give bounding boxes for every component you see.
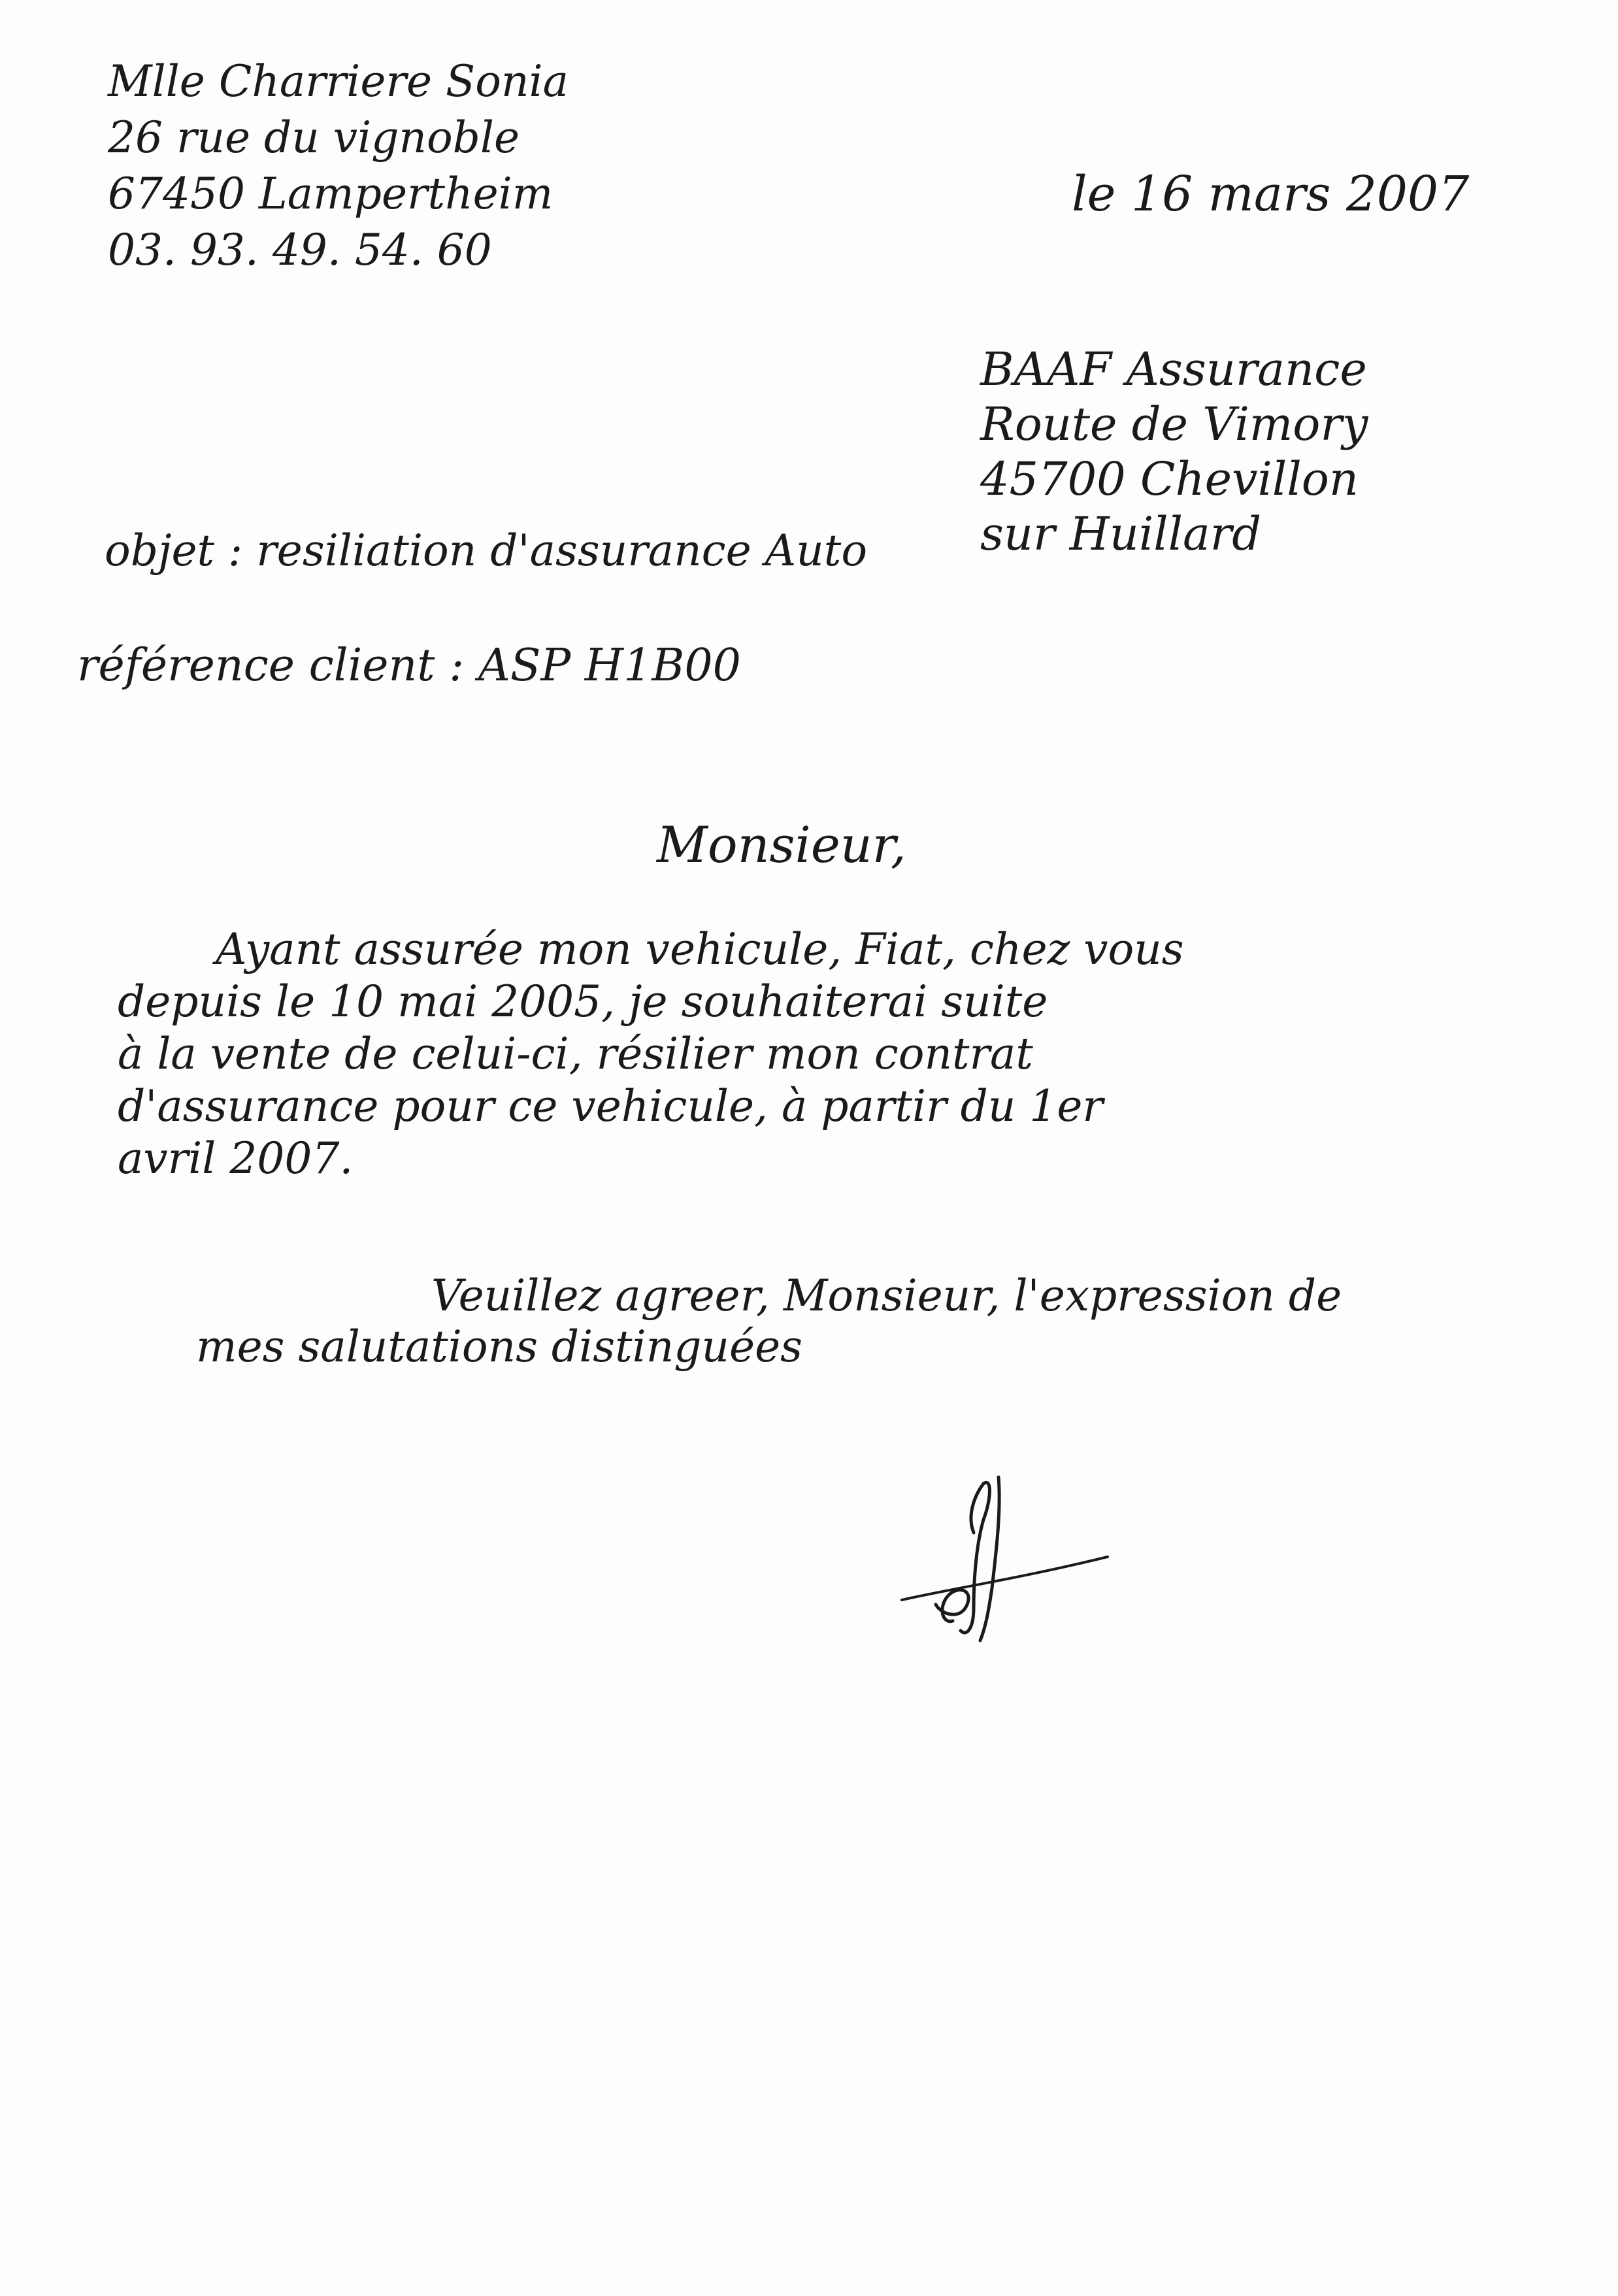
recipient-company: BAAF Assurance <box>980 342 1367 396</box>
sender-city: 67450 Lampertheim <box>108 169 553 219</box>
signature-mark <box>876 1457 1124 1654</box>
salutation: Monsieur, <box>657 816 906 874</box>
body-line: Ayant assurée mon vehicule, Fiat, chez vous <box>216 924 1184 974</box>
closing-line: Veuillez agreer, Monsieur, l'expression de <box>431 1271 1342 1321</box>
recipient-city-line2: sur Huillard <box>980 507 1262 561</box>
closing-line: mes salutations distinguées <box>196 1322 803 1372</box>
sender-street: 26 rue du vignoble <box>108 112 520 163</box>
sender-phone: 03. 93. 49. 54. 60 <box>108 225 492 275</box>
recipient-address-block <box>980 342 1368 566</box>
sender-address-block <box>108 56 569 285</box>
recipient-city-line1: 45700 Chevillon <box>980 452 1359 506</box>
letter-body <box>118 924 1184 1190</box>
body-line: à la vente de celui-ci, résilier mon contrat <box>118 1029 1033 1079</box>
closing-formula <box>196 1271 1342 1376</box>
body-line: avril 2007. <box>118 1133 354 1184</box>
body-line: d'assurance pour ce vehicule, à partir du 1er <box>118 1081 1103 1131</box>
client-reference: référence client : ASP H1B00 <box>77 640 741 691</box>
body-line: depuis le 10 mai 2005, je souhaiterai suite <box>118 976 1048 1027</box>
sender-name: Mlle Charriere Sonia <box>108 56 569 107</box>
letter-date: le 16 mars 2007 <box>1072 166 1470 222</box>
recipient-street: Route de Vimory <box>980 397 1368 451</box>
letter-subject: objet : resiliation d'assurance Auto <box>105 525 868 576</box>
